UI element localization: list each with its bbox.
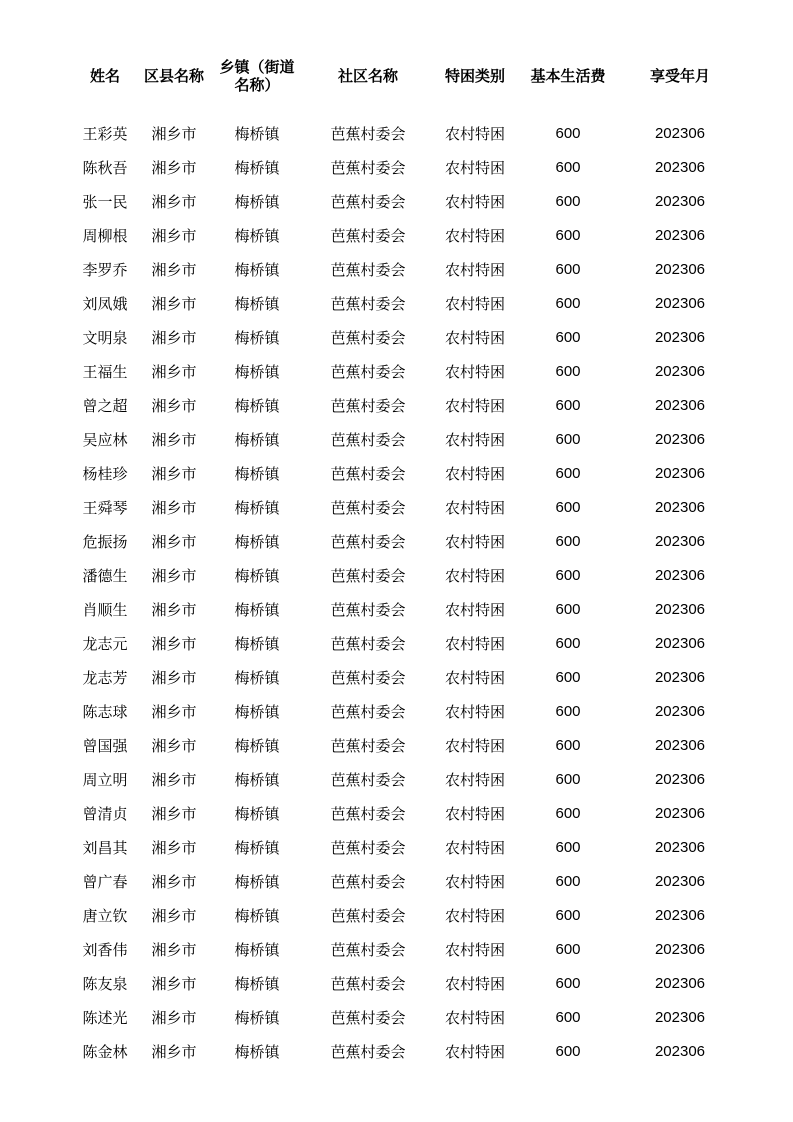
cell-community: 芭蕉村委会 bbox=[330, 532, 406, 551]
cell-name: 曾清贞 bbox=[82, 804, 128, 823]
cell-town: 梅桥镇 bbox=[234, 464, 280, 483]
cell-community: 芭蕉村委会 bbox=[330, 1008, 406, 1027]
cell-category: 农村特困 bbox=[444, 702, 505, 721]
spacer-cell bbox=[73, 100, 741, 116]
cell-category: 农村特困 bbox=[444, 430, 505, 449]
cell-county: 湘乡市 bbox=[151, 362, 197, 381]
cell-category: 农村特困 bbox=[444, 226, 505, 245]
cell-category: 农村特困 bbox=[444, 838, 505, 857]
header-name: 姓名 bbox=[89, 67, 120, 85]
table-row bbox=[73, 1000, 741, 1034]
table-row bbox=[73, 184, 741, 218]
cell-category: 农村特困 bbox=[444, 260, 505, 279]
cell-community: 芭蕉村委会 bbox=[330, 906, 406, 925]
cell-category: 农村特困 bbox=[444, 1008, 505, 1027]
cell-category: 农村特困 bbox=[444, 532, 505, 551]
cell-community: 芭蕉村委会 bbox=[330, 226, 406, 245]
cell-county: 湘乡市 bbox=[151, 294, 197, 313]
cell-start-month: 202306 bbox=[654, 702, 706, 720]
cell-start-month: 202306 bbox=[654, 566, 706, 584]
cell-category: 农村特困 bbox=[444, 566, 505, 585]
cell-county: 湘乡市 bbox=[151, 192, 197, 211]
cell-county: 湘乡市 bbox=[151, 804, 197, 823]
cell-start-month: 202306 bbox=[654, 328, 706, 346]
cell-start-month: 202306 bbox=[654, 464, 706, 482]
table-row bbox=[73, 796, 741, 830]
cell-town: 梅桥镇 bbox=[234, 838, 280, 857]
cell-community: 芭蕉村委会 bbox=[330, 804, 406, 823]
table-row bbox=[73, 966, 741, 1000]
cell-allowance: 600 bbox=[555, 736, 581, 754]
cell-town: 梅桥镇 bbox=[234, 226, 280, 245]
cell-county: 湘乡市 bbox=[151, 906, 197, 925]
table-row bbox=[73, 558, 741, 592]
cell-town: 梅桥镇 bbox=[234, 668, 280, 687]
cell-category: 农村特困 bbox=[444, 804, 505, 823]
cell-county: 湘乡市 bbox=[151, 872, 197, 891]
cell-county: 湘乡市 bbox=[151, 226, 197, 245]
cell-category: 农村特困 bbox=[444, 940, 505, 959]
cell-allowance: 600 bbox=[555, 192, 581, 210]
cell-category: 农村特困 bbox=[444, 192, 505, 211]
table-row bbox=[73, 1034, 741, 1068]
cell-allowance: 600 bbox=[555, 770, 581, 788]
table-row bbox=[73, 830, 741, 864]
cell-community: 芭蕉村委会 bbox=[330, 260, 406, 279]
cell-name: 陈友泉 bbox=[82, 974, 128, 993]
cell-start-month: 202306 bbox=[654, 940, 706, 958]
cell-county: 湘乡市 bbox=[151, 600, 197, 619]
cell-county: 湘乡市 bbox=[151, 498, 197, 517]
cell-start-month: 202306 bbox=[654, 1008, 706, 1026]
cell-start-month: 202306 bbox=[654, 498, 706, 516]
cell-start-month: 202306 bbox=[654, 838, 706, 856]
cell-town: 梅桥镇 bbox=[234, 634, 280, 653]
cell-county: 湘乡市 bbox=[151, 1008, 197, 1027]
cell-category: 农村特困 bbox=[444, 158, 505, 177]
cell-name: 刘凤娥 bbox=[82, 294, 128, 313]
cell-community: 芭蕉村委会 bbox=[330, 566, 406, 585]
cell-start-month: 202306 bbox=[654, 872, 706, 890]
cell-community: 芭蕉村委会 bbox=[330, 430, 406, 449]
cell-name: 李罗乔 bbox=[82, 260, 128, 279]
cell-town: 梅桥镇 bbox=[234, 260, 280, 279]
cell-town: 梅桥镇 bbox=[234, 702, 280, 721]
cell-community: 芭蕉村委会 bbox=[330, 328, 406, 347]
cell-start-month: 202306 bbox=[654, 804, 706, 822]
cell-name: 危振扬 bbox=[82, 532, 128, 551]
cell-community: 芭蕉村委会 bbox=[330, 838, 406, 857]
header-row bbox=[73, 52, 741, 100]
cell-town: 梅桥镇 bbox=[234, 498, 280, 517]
cell-community: 芭蕉村委会 bbox=[330, 600, 406, 619]
cell-name: 曾国强 bbox=[82, 736, 128, 755]
cell-community: 芭蕉村委会 bbox=[330, 1042, 406, 1061]
cell-community: 芭蕉村委会 bbox=[330, 362, 406, 381]
table-row bbox=[73, 524, 741, 558]
cell-category: 农村特困 bbox=[444, 634, 505, 653]
cell-name: 周立明 bbox=[82, 770, 128, 789]
cell-county: 湘乡市 bbox=[151, 634, 197, 653]
cell-start-month: 202306 bbox=[654, 906, 706, 924]
cell-county: 湘乡市 bbox=[151, 124, 197, 143]
cell-allowance: 600 bbox=[555, 328, 581, 346]
cell-name: 陈秋吾 bbox=[82, 158, 128, 177]
table-body bbox=[73, 100, 741, 1068]
cell-town: 梅桥镇 bbox=[234, 396, 280, 415]
cell-community: 芭蕉村委会 bbox=[330, 498, 406, 517]
subsidy-table bbox=[73, 52, 741, 1068]
cell-county: 湘乡市 bbox=[151, 770, 197, 789]
cell-start-month: 202306 bbox=[654, 600, 706, 618]
cell-allowance: 600 bbox=[555, 362, 581, 380]
cell-town: 梅桥镇 bbox=[234, 362, 280, 381]
cell-allowance: 600 bbox=[555, 124, 581, 142]
cell-name: 龙志芳 bbox=[82, 668, 128, 687]
cell-allowance: 600 bbox=[555, 872, 581, 890]
cell-community: 芭蕉村委会 bbox=[330, 124, 406, 143]
table-row bbox=[73, 762, 741, 796]
cell-town: 梅桥镇 bbox=[234, 124, 280, 143]
table-row bbox=[73, 320, 741, 354]
cell-name: 唐立钦 bbox=[82, 906, 128, 925]
cell-category: 农村特困 bbox=[444, 498, 505, 517]
cell-name: 张一民 bbox=[82, 192, 128, 211]
cell-county: 湘乡市 bbox=[151, 464, 197, 483]
cell-category: 农村特困 bbox=[444, 362, 505, 381]
cell-community: 芭蕉村委会 bbox=[330, 668, 406, 687]
cell-town: 梅桥镇 bbox=[234, 906, 280, 925]
header-community: 社区名称 bbox=[337, 67, 398, 85]
cell-community: 芭蕉村委会 bbox=[330, 974, 406, 993]
cell-community: 芭蕉村委会 bbox=[330, 396, 406, 415]
cell-name: 王舜琴 bbox=[82, 498, 128, 517]
cell-start-month: 202306 bbox=[654, 770, 706, 788]
cell-allowance: 600 bbox=[555, 294, 581, 312]
cell-allowance: 600 bbox=[555, 804, 581, 822]
table-row bbox=[73, 252, 741, 286]
cell-allowance: 600 bbox=[555, 260, 581, 278]
table-row bbox=[73, 626, 741, 660]
cell-allowance: 600 bbox=[555, 940, 581, 958]
table-row bbox=[73, 490, 741, 524]
cell-allowance: 600 bbox=[555, 600, 581, 618]
cell-category: 农村特困 bbox=[444, 974, 505, 993]
header-town bbox=[211, 52, 303, 100]
cell-allowance: 600 bbox=[555, 396, 581, 414]
cell-allowance: 600 bbox=[555, 532, 581, 550]
table-row bbox=[73, 456, 741, 490]
cell-category: 农村特困 bbox=[444, 736, 505, 755]
cell-start-month: 202306 bbox=[654, 294, 706, 312]
cell-county: 湘乡市 bbox=[151, 396, 197, 415]
cell-allowance: 600 bbox=[555, 974, 581, 992]
table-row bbox=[73, 388, 741, 422]
table-row bbox=[73, 694, 741, 728]
cell-town: 梅桥镇 bbox=[234, 430, 280, 449]
cell-town: 梅桥镇 bbox=[234, 872, 280, 891]
cell-name: 刘香伟 bbox=[82, 940, 128, 959]
table-row bbox=[73, 592, 741, 626]
cell-allowance: 600 bbox=[555, 838, 581, 856]
cell-start-month: 202306 bbox=[654, 532, 706, 550]
cell-name: 吴应林 bbox=[82, 430, 128, 449]
cell-name: 陈述光 bbox=[82, 1008, 128, 1027]
cell-county: 湘乡市 bbox=[151, 430, 197, 449]
cell-allowance: 600 bbox=[555, 1042, 581, 1060]
cell-town: 梅桥镇 bbox=[234, 532, 280, 551]
cell-start-month: 202306 bbox=[654, 226, 706, 244]
table-row bbox=[73, 898, 741, 932]
table-row bbox=[73, 116, 741, 150]
cell-name: 杨桂珍 bbox=[82, 464, 128, 483]
cell-name: 陈志球 bbox=[82, 702, 128, 721]
cell-start-month: 202306 bbox=[654, 260, 706, 278]
header-county: 区县名称 bbox=[143, 67, 204, 85]
cell-town: 梅桥镇 bbox=[234, 736, 280, 755]
cell-allowance: 600 bbox=[555, 430, 581, 448]
cell-name: 曾之超 bbox=[82, 396, 128, 415]
cell-community: 芭蕉村委会 bbox=[330, 770, 406, 789]
cell-town: 梅桥镇 bbox=[234, 974, 280, 993]
cell-category: 农村特困 bbox=[444, 1042, 505, 1061]
cell-community: 芭蕉村委会 bbox=[330, 158, 406, 177]
cell-community: 芭蕉村委会 bbox=[330, 736, 406, 755]
cell-county: 湘乡市 bbox=[151, 532, 197, 551]
cell-county: 湘乡市 bbox=[151, 260, 197, 279]
cell-category: 农村特困 bbox=[444, 906, 505, 925]
cell-start-month: 202306 bbox=[654, 634, 706, 652]
cell-name: 肖顺生 bbox=[82, 600, 128, 619]
cell-start-month: 202306 bbox=[654, 1042, 706, 1060]
cell-allowance: 600 bbox=[555, 634, 581, 652]
cell-county: 湘乡市 bbox=[151, 736, 197, 755]
cell-category: 农村特困 bbox=[444, 872, 505, 891]
table-row bbox=[73, 864, 741, 898]
cell-community: 芭蕉村委会 bbox=[330, 872, 406, 891]
cell-town: 梅桥镇 bbox=[234, 770, 280, 789]
table-row bbox=[73, 660, 741, 694]
cell-town: 梅桥镇 bbox=[234, 940, 280, 959]
table-row bbox=[73, 728, 741, 762]
cell-town: 梅桥镇 bbox=[234, 566, 280, 585]
cell-category: 农村特困 bbox=[444, 328, 505, 347]
cell-name: 曾广春 bbox=[82, 872, 128, 891]
cell-category: 农村特困 bbox=[444, 770, 505, 789]
cell-county: 湘乡市 bbox=[151, 158, 197, 177]
cell-town: 梅桥镇 bbox=[234, 294, 280, 313]
cell-start-month: 202306 bbox=[654, 124, 706, 142]
header-category: 特困类别 bbox=[444, 67, 505, 85]
cell-start-month: 202306 bbox=[654, 430, 706, 448]
cell-start-month: 202306 bbox=[654, 192, 706, 210]
table-row bbox=[73, 150, 741, 184]
cell-start-month: 202306 bbox=[654, 668, 706, 686]
cell-name: 周柳根 bbox=[82, 226, 128, 245]
table-row bbox=[73, 354, 741, 388]
cell-community: 芭蕉村委会 bbox=[330, 940, 406, 959]
cell-name: 王福生 bbox=[82, 362, 128, 381]
table-row bbox=[73, 286, 741, 320]
cell-county: 湘乡市 bbox=[151, 940, 197, 959]
cell-county: 湘乡市 bbox=[151, 702, 197, 721]
cell-town: 梅桥镇 bbox=[234, 804, 280, 823]
cell-allowance: 600 bbox=[555, 158, 581, 176]
cell-town: 梅桥镇 bbox=[234, 192, 280, 211]
cell-start-month: 202306 bbox=[654, 736, 706, 754]
cell-county: 湘乡市 bbox=[151, 1042, 197, 1061]
cell-name: 陈金林 bbox=[82, 1042, 128, 1061]
cell-category: 农村特困 bbox=[444, 124, 505, 143]
cell-community: 芭蕉村委会 bbox=[330, 294, 406, 313]
header-start-month: 享受年月 bbox=[649, 67, 710, 85]
cell-town: 梅桥镇 bbox=[234, 158, 280, 177]
cell-category: 农村特困 bbox=[444, 396, 505, 415]
cell-name: 王彩英 bbox=[82, 124, 128, 143]
table-row bbox=[73, 932, 741, 966]
cell-allowance: 600 bbox=[555, 498, 581, 516]
cell-allowance: 600 bbox=[555, 906, 581, 924]
cell-allowance: 600 bbox=[555, 226, 581, 244]
cell-community: 芭蕉村委会 bbox=[330, 464, 406, 483]
header-town-label: 乡镇（街道名称） bbox=[219, 58, 295, 94]
cell-county: 湘乡市 bbox=[151, 668, 197, 687]
cell-town: 梅桥镇 bbox=[234, 1042, 280, 1061]
table-row bbox=[73, 218, 741, 252]
cell-start-month: 202306 bbox=[654, 396, 706, 414]
cell-name: 潘德生 bbox=[82, 566, 128, 585]
cell-county: 湘乡市 bbox=[151, 328, 197, 347]
cell-county: 湘乡市 bbox=[151, 974, 197, 993]
cell-start-month: 202306 bbox=[654, 974, 706, 992]
cell-category: 农村特困 bbox=[444, 294, 505, 313]
header-allowance: 基本生活费 bbox=[530, 67, 606, 85]
cell-county: 湘乡市 bbox=[151, 838, 197, 857]
spacer-row bbox=[73, 100, 741, 116]
cell-name: 龙志元 bbox=[82, 634, 128, 653]
cell-town: 梅桥镇 bbox=[234, 1008, 280, 1027]
cell-allowance: 600 bbox=[555, 668, 581, 686]
cell-name: 刘昌其 bbox=[82, 838, 128, 857]
cell-community: 芭蕉村委会 bbox=[330, 702, 406, 721]
cell-name: 文明泉 bbox=[82, 328, 128, 347]
cell-category: 农村特困 bbox=[444, 668, 505, 687]
cell-allowance: 600 bbox=[555, 1008, 581, 1026]
cell-county: 湘乡市 bbox=[151, 566, 197, 585]
cell-category: 农村特困 bbox=[444, 600, 505, 619]
cell-town: 梅桥镇 bbox=[234, 328, 280, 347]
cell-town: 梅桥镇 bbox=[234, 600, 280, 619]
cell-community: 芭蕉村委会 bbox=[330, 634, 406, 653]
cell-allowance: 600 bbox=[555, 464, 581, 482]
table-row bbox=[73, 422, 741, 456]
cell-community: 芭蕉村委会 bbox=[330, 192, 406, 211]
cell-category: 农村特困 bbox=[444, 464, 505, 483]
cell-start-month: 202306 bbox=[654, 362, 706, 380]
cell-allowance: 600 bbox=[555, 566, 581, 584]
cell-start-month: 202306 bbox=[654, 158, 706, 176]
cell-allowance: 600 bbox=[555, 702, 581, 720]
